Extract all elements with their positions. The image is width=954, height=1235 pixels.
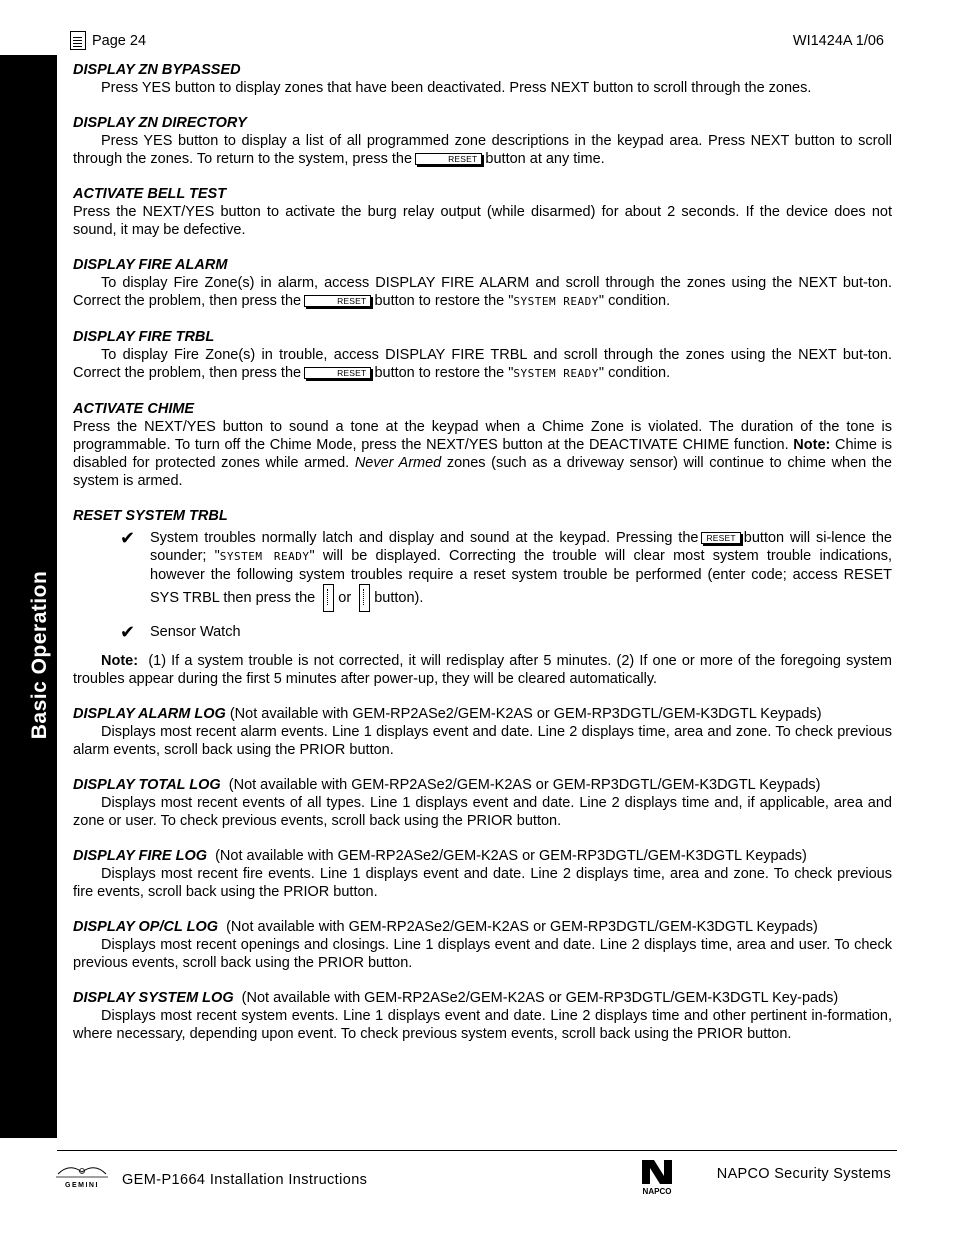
list-item: ✔ System troubles normally latch and display and sound at the keypad. Pressing the RESET button will si-lence the sounder; "SYSTEM READY" will be displayed. Correcting the trouble will clear most system trouble indications, however the following system troubles require a reset system trouble be performed (enter code; access RESET SYS TRBL then press the or button). <box>73 529 892 612</box>
section-system-log <box>73 989 892 1043</box>
section-total-log <box>73 776 892 830</box>
section-bell-test <box>73 185 892 239</box>
section-body: Press the NEXT/YES button to activate the burg relay output (while disarmed) for about 2 seconds. If the device does not sound, it may be defective. <box>73 204 892 238</box>
section-reset-trbl <box>73 507 892 688</box>
section-heading: DISPLAY FIRE LOG (Not available with GEM-RP2ASe2/GEM-K2AS or GEM-RP3DGTL/GEM-K3DGTL Keypads) <box>73 848 807 864</box>
section-body: Displays most recent alarm events. Line 1 displays event and date. Line 2 displays time, area and zone. To check previous alarm events, scroll back using the PRIOR button. <box>73 724 892 758</box>
footer-title: GEM-P1664 Installation Instructions <box>122 1172 368 1188</box>
section-body: Displays most recent system events. Line 1 displays event and date. Line 2 displays time and other pertinent in-formation, where necessary, depending upon event. To check previous system events, scroll back using the PRIOR button. <box>73 1008 892 1042</box>
footer-company: NAPCO Security Systems <box>716 1166 891 1182</box>
section-title: DISPLAY FIRE ALARM <box>73 257 228 273</box>
section-title: DISPLAY FIRE TRBL <box>73 329 215 345</box>
section-zn-bypassed <box>73 61 892 97</box>
section-alarm-log <box>73 705 892 759</box>
napco-logo <box>634 1156 680 1196</box>
section-fire-log <box>73 847 892 901</box>
lcd-text: SYSTEM READY <box>219 550 310 563</box>
section-zn-directory <box>73 114 892 168</box>
page-content <box>73 61 892 1060</box>
section-title: ACTIVATE CHIME <box>73 401 195 417</box>
checkmark-icon: ✔ <box>120 622 136 642</box>
note: Note: (1) If a system trouble is not corrected, it will redisplay after 5 minutes. (2) If one or more of the foregoing system troubles appear during the first 5 minutes after power-up, they will be cleared automatically. <box>73 653 893 687</box>
reset-key-icon: RESET <box>304 367 371 379</box>
section-body: Displays most recent fire events. Line 1 displays event and date. Line 2 displays time, area and zone. To check previous fire events, scroll back using the PRIOR button. <box>73 866 892 900</box>
reset-key-icon: RESET <box>415 153 482 165</box>
document-icon <box>70 31 86 50</box>
section-title: DISPLAY ZN DIRECTORY <box>73 115 247 131</box>
section-body: Displays most recent events of all types. Line 1 displays event and date. Line 2 displays time and, if applicable, area and zone or user. To check previous events, scroll back using the PRIOR button. <box>73 795 892 829</box>
document-reference: WI1424A 1/06 <box>792 33 884 49</box>
section-heading: DISPLAY OP/CL LOG (Not available with GEM-RP2ASe2/GEM-K2AS or GEM-RP3DGTL/GEM-K3DGTL Keypads) <box>73 919 818 935</box>
lcd-text: SYSTEM READY <box>513 295 599 308</box>
section-body: Press YES button to display a list of all programmed zone descriptions in the keypad area. Press NEXT button to scroll through the zones. To return to the system, press the RESET button at any time. <box>73 133 892 167</box>
section-fire-alarm <box>73 256 892 311</box>
section-heading: DISPLAY SYSTEM LOG (Not available with GEM-RP2ASe2/GEM-K2AS or GEM-RP3DGTL/GEM-K3DGTL Key-pads) <box>73 990 839 1006</box>
section-title: DISPLAY ZN BYPASSED <box>73 62 241 78</box>
page-number-text: Page 24 <box>92 32 147 49</box>
svg-text:GEMINI: GEMINI <box>65 1182 99 1189</box>
section-body: To display Fire Zone(s) in trouble, access DISPLAY FIRE TRBL and scroll through the zones using the NEXT but-ton. Correct the problem, then press the RESET button to restore the "SYSTEM READY" condition. <box>73 347 892 381</box>
section-title: ACTIVATE BELL TEST <box>73 186 227 202</box>
next-key-icon <box>359 584 370 612</box>
section-body: Press YES button to display zones that have been deactivated. Press NEXT button to scroll through the zones. <box>101 80 812 96</box>
sidebar-tab <box>0 55 57 1138</box>
footer-divider <box>57 1150 897 1151</box>
bypass-key-icon <box>323 584 334 612</box>
section-opcl-log <box>73 918 892 972</box>
lcd-text: SYSTEM READY <box>513 367 599 380</box>
svg-text:NAPCO: NAPCO <box>642 1187 672 1196</box>
page-number <box>70 31 146 50</box>
section-body: Displays most recent openings and closings. Line 1 displays event and date. Line 2 displays time, area and user. To check previous events, scroll back using the PRIOR button. <box>73 937 892 971</box>
section-heading: DISPLAY TOTAL LOG (Not available with GEM-RP2ASe2/GEM-K2AS or GEM-RP3DGTL/GEM-K3DGTL Keypads) <box>73 777 821 793</box>
checkmark-icon: ✔ <box>120 528 136 548</box>
check-list <box>73 529 892 641</box>
section-heading: DISPLAY ALARM LOG (Not available with GEM-RP2ASe2/GEM-K2AS or GEM-RP3DGTL/GEM-K3DGTL Keypads) <box>73 706 822 722</box>
reset-key-icon: RESET <box>304 295 371 307</box>
section-fire-trbl <box>73 328 892 383</box>
sidebar-label: Basic Operation <box>28 570 51 740</box>
section-body: Press the NEXT/YES button to sound a tone at the keypad when a Chime Zone is violated. The duration of the tone is programmable. To turn off the Chime Mode, press the NEXT/YES button at the DEACTIVATE CHIME function. Note: Chime is disabled for protected zones while armed. Never Armed zones (such as a driveway sensor) will continue to chime when the system is armed. <box>73 419 893 489</box>
gemini-logo <box>52 1160 112 1190</box>
list-item: ✔ Sensor Watch <box>120 622 241 642</box>
section-body: To display Fire Zone(s) in alarm, access DISPLAY FIRE ALARM and scroll through the zones using the NEXT but-ton. Correct the problem, then press the RESET button to restore the "SYSTEM READY" condition. <box>73 275 892 309</box>
section-chime <box>73 400 892 490</box>
reset-key-icon: RESET <box>701 532 740 544</box>
section-title: RESET SYSTEM TRBL <box>73 508 228 524</box>
